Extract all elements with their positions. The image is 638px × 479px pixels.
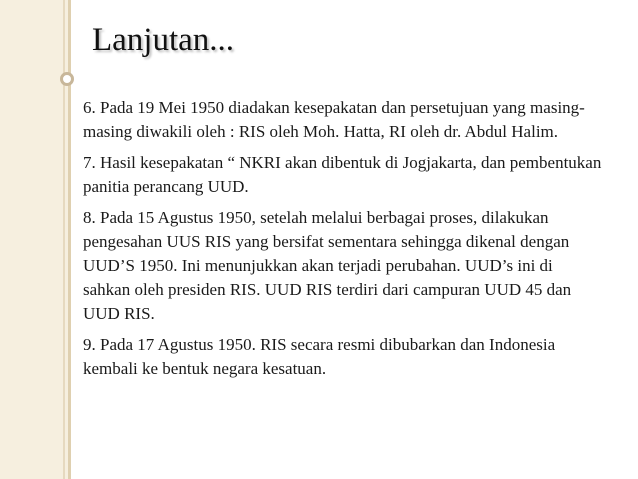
slide-title: Lanjutan... xyxy=(92,22,235,58)
slide-body xyxy=(83,96,603,388)
paragraph-6: 6. Pada 19 Mei 1950 diadakan kesepakatan dan persetujuan yang masing-masing diwakili oleh : RIS oleh Moh. Hatta, RI oleh dr. Abdul Halim. xyxy=(83,98,585,141)
title-ring-icon xyxy=(60,72,74,86)
paragraph-9: 9. Pada 17 Agustus 1950. RIS secara resmi dibubarkan dan Indonesia kembali ke bentuk negara kesatuan. xyxy=(83,335,556,378)
paragraph-8: 8. Pada 15 Agustus 1950, setelah melalui berbagai proses, dilakukan pengesahan UUS RIS yang bersifat sementara sehingga dikenal dengan UUD’S 1950. Ini menunjukkan akan terjadi perubahan. UUD’s ini di sahkan oleh presiden RIS. UUD RIS terdiri dari campuran UUD 45 dan UUD RIS. xyxy=(83,208,572,323)
paragraph-7: 7. Hasil kesepakatan “ NKRI akan dibentuk di Jogjakarta, dan pembentukan panitia perancang UUD. xyxy=(83,153,602,196)
decorative-side-band xyxy=(0,0,70,479)
